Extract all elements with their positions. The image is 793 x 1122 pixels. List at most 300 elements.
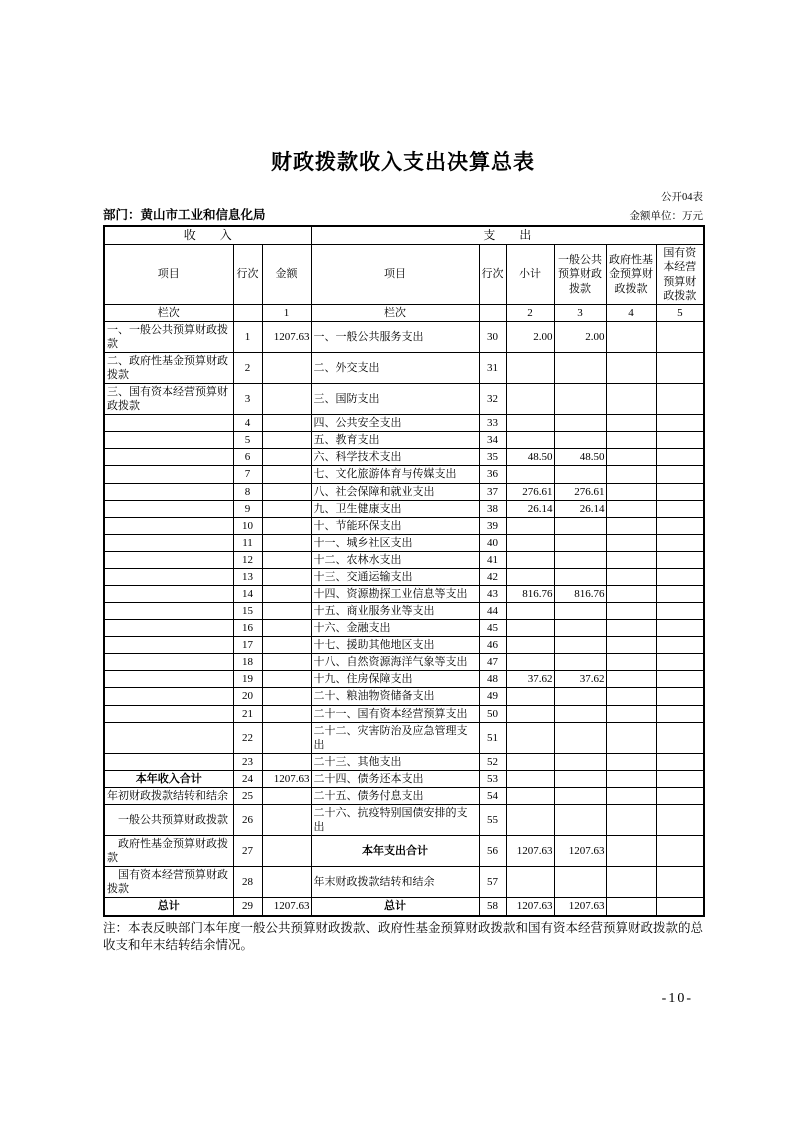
expense-subtotal-cell: 276.61 [506,483,554,500]
empty-cell [656,483,704,500]
income-line-no-cell: 22 [233,722,262,753]
expense-item-cell: 二十六、抗疫特别国债安排的支出 [311,805,479,836]
expense-line-no-cell: 40 [479,534,506,551]
empty-cell [606,466,656,483]
expense-item-cell: 年末财政拨款结转和结余 [311,867,479,898]
empty-cell [506,551,554,568]
income-line-no-cell: 25 [233,787,262,804]
empty-cell [506,466,554,483]
income-line-no-cell: 26 [233,805,262,836]
empty-cell [554,867,606,898]
fiscal-summary-table [103,225,705,917]
expense-line-no-cell: 38 [479,500,506,517]
empty-cell [262,432,311,449]
income-line-no-cell: 13 [233,568,262,585]
expense-line-no-cell: 51 [479,722,506,753]
empty-cell [554,620,606,637]
income-line-no-cell: 19 [233,671,262,688]
empty-cell [656,321,704,352]
empty-cell [606,586,656,603]
expense-item-cell: 五、教育支出 [311,432,479,449]
col-header-expense-item: 项目 [311,245,479,304]
col-header-state-capital-budget: 国有资本经营预算财政拨款 [656,245,704,304]
expense-item-cell: 总计 [311,898,479,916]
empty-cell [656,517,704,534]
general-public-budget-cell: 48.50 [554,449,606,466]
expense-item-cell: 十四、资源勘探工业信息等支出 [311,586,479,603]
expense-line-no-cell: 47 [479,654,506,671]
expense-line-no-cell: 43 [479,586,506,603]
empty-cell [554,805,606,836]
expense-subtotal-cell: 48.50 [506,449,554,466]
empty-cell [262,867,311,898]
empty-cell [104,568,233,585]
empty-cell [656,654,704,671]
table-row [104,534,704,551]
expense-line-no-cell: 57 [479,867,506,898]
empty-cell [104,483,233,500]
empty-cell [606,483,656,500]
empty-cell [606,836,656,867]
empty-cell [554,787,606,804]
expense-item-cell: 十九、住房保障支出 [311,671,479,688]
expense-line-no-cell: 39 [479,517,506,534]
expense-item-cell: 一、一般公共服务支出 [311,321,479,352]
page-title: 财政拨款收入支出决算总表 [271,151,535,174]
empty-cell [262,603,311,620]
empty-cell [656,568,704,585]
empty-cell [554,384,606,415]
income-section-header: 收 入 [104,226,311,245]
empty-cell [606,432,656,449]
empty-cell [656,836,704,867]
expense-subtotal-cell: 1207.63 [506,898,554,916]
col-header-expense-line-no: 行次 [479,245,506,304]
empty-cell [506,352,554,383]
empty-cell [656,867,704,898]
empty-cell [104,551,233,568]
empty-cell [554,568,606,585]
empty-cell [506,603,554,620]
empty-cell [656,753,704,770]
empty-cell [656,603,704,620]
column-index-3: 3 [554,304,606,321]
empty-cell [262,568,311,585]
table-row [104,836,704,867]
table-row [104,753,704,770]
income-line-no-cell: 29 [233,898,262,916]
empty-cell [262,352,311,383]
empty-cell [104,637,233,654]
income-amount-cell: 1207.63 [262,321,311,352]
expense-line-no-cell: 37 [479,483,506,500]
col-header-subtotal: 小计 [506,245,554,304]
empty-cell [656,432,704,449]
empty-cell [554,432,606,449]
empty-cell [262,637,311,654]
empty-cell [606,867,656,898]
empty-cell [606,620,656,637]
col-header-gov-fund-budget: 政府性基金预算财政拨款 [606,245,656,304]
empty-cell [656,637,704,654]
empty-cell [262,753,311,770]
empty-cell [506,722,554,753]
general-public-budget-cell: 1207.63 [554,836,606,867]
empty-cell [104,415,233,432]
empty-cell [506,705,554,722]
column-index-row [104,304,704,321]
expense-item-cell: 三、国防支出 [311,384,479,415]
empty-cell [606,753,656,770]
empty-cell [506,637,554,654]
empty-cell [104,603,233,620]
empty-cell [656,352,704,383]
income-item-cell: 年初财政拨款结转和结余 [104,787,233,804]
empty-cell [554,654,606,671]
empty-cell [104,432,233,449]
expense-line-no-cell: 54 [479,787,506,804]
income-line-no-cell: 12 [233,551,262,568]
empty-cell [262,654,311,671]
empty-cell [104,671,233,688]
general-public-budget-cell: 2.00 [554,321,606,352]
expense-item-cell: 十七、援助其他地区支出 [311,637,479,654]
income-line-no-cell: 11 [233,534,262,551]
empty-cell [262,722,311,753]
empty-cell [262,415,311,432]
col-header-income-item: 项目 [104,245,233,304]
table-row [104,620,704,637]
empty-cell [506,415,554,432]
empty-cell [262,517,311,534]
table-row [104,483,704,500]
empty-cell [104,586,233,603]
empty-cell [262,449,311,466]
income-line-no-cell: 7 [233,466,262,483]
footnote: 注：本表反映部门本年度一般公共预算财政拨款、政府性基金预算财政拨款和国有资本经营预算财政拨款的总收支和年末结转结余情况。 [103,920,704,953]
expense-line-no-cell: 36 [479,466,506,483]
empty-cell [104,753,233,770]
table-row [104,654,704,671]
empty-cell [506,517,554,534]
expense-item-cell: 十五、商业服务业等支出 [311,603,479,620]
expense-item-cell: 九、卫生健康支出 [311,500,479,517]
table-row [104,384,704,415]
expense-subtotal-cell: 37.62 [506,671,554,688]
expense-line-no-cell: 41 [479,551,506,568]
income-line-no-cell: 15 [233,603,262,620]
empty-cell [506,432,554,449]
income-amount-cell: 1207.63 [262,898,311,916]
section-header-row [104,226,704,245]
empty-cell [606,603,656,620]
expense-line-no-cell: 42 [479,568,506,585]
income-line-no-cell: 16 [233,620,262,637]
empty-cell [262,787,311,804]
column-index-4: 4 [606,304,656,321]
table-row [104,770,704,787]
expense-item-cell: 十、节能环保支出 [311,517,479,534]
empty-cell [606,551,656,568]
empty-cell [506,770,554,787]
empty-cell [656,449,704,466]
empty-cell [656,787,704,804]
expense-item-cell: 四、公共安全支出 [311,415,479,432]
general-public-budget-cell: 276.61 [554,483,606,500]
table-row [104,805,704,836]
income-line-no-cell: 27 [233,836,262,867]
expense-line-no-cell: 45 [479,620,506,637]
empty-cell [233,304,262,321]
empty-cell [606,770,656,787]
empty-cell [554,415,606,432]
income-line-no-cell: 1 [233,321,262,352]
income-amount-cell: 1207.63 [262,770,311,787]
income-item-cell: 本年收入合计 [104,770,233,787]
table-row [104,603,704,620]
empty-cell [262,805,311,836]
expense-subtotal-cell: 26.14 [506,500,554,517]
empty-cell [656,898,704,916]
empty-cell [554,517,606,534]
empty-cell [262,483,311,500]
empty-cell [606,352,656,383]
empty-cell [656,534,704,551]
expense-item-cell: 二十三、其他支出 [311,753,479,770]
expense-item-cell: 二十、粮油物资储备支出 [311,688,479,705]
income-line-no-cell: 28 [233,867,262,898]
empty-cell [506,867,554,898]
expense-line-no-cell: 34 [479,432,506,449]
empty-cell [656,805,704,836]
expense-item-cell: 本年支出合计 [311,836,479,867]
expense-section-header: 支 出 [311,226,704,245]
empty-cell [656,415,704,432]
empty-cell [554,637,606,654]
empty-cell [104,654,233,671]
table-row [104,867,704,898]
empty-cell [606,637,656,654]
expense-subtotal-cell: 2.00 [506,321,554,352]
empty-cell [506,384,554,415]
income-line-no-cell: 6 [233,449,262,466]
table-row [104,466,704,483]
expense-line-no-cell: 52 [479,753,506,770]
empty-cell [104,517,233,534]
empty-cell [656,586,704,603]
empty-cell [479,304,506,321]
income-line-no-cell: 8 [233,483,262,500]
expense-line-no-cell: 58 [479,898,506,916]
document-page [103,0,703,955]
income-line-no-cell: 5 [233,432,262,449]
col-header-income-line-no: 行次 [233,245,262,304]
income-line-no-cell: 18 [233,654,262,671]
table-row [104,671,704,688]
table-row [104,688,704,705]
empty-cell [656,671,704,688]
empty-cell [606,321,656,352]
empty-cell [554,551,606,568]
col-header-income-amount: 金额 [262,245,311,304]
empty-cell [262,586,311,603]
expense-item-cell: 十三、交通运输支出 [311,568,479,585]
table-row [104,637,704,654]
empty-cell [554,753,606,770]
table-row [104,432,704,449]
empty-cell [506,620,554,637]
expense-item-cell: 六、科学技术支出 [311,449,479,466]
table-row [104,517,704,534]
table-row [104,586,704,603]
column-index-1: 1 [262,304,311,321]
empty-cell [656,688,704,705]
empty-cell [656,722,704,753]
expense-item-cell: 二十四、债务还本支出 [311,770,479,787]
empty-cell [554,705,606,722]
expense-line-no-cell: 46 [479,637,506,654]
expense-line-no-cell: 56 [479,836,506,867]
general-public-budget-cell: 1207.63 [554,898,606,916]
expense-line-no-cell: 31 [479,352,506,383]
table-row [104,787,704,804]
empty-cell [506,568,554,585]
expense-line-no-cell: 50 [479,705,506,722]
empty-cell [506,787,554,804]
table-row [104,705,704,722]
expense-line-no-cell: 55 [479,805,506,836]
expense-item-cell: 二十二、灾害防治及应急管理支出 [311,722,479,753]
empty-cell [104,688,233,705]
column-index-label: 栏次 [311,304,479,321]
empty-cell [656,466,704,483]
empty-cell [506,534,554,551]
income-line-no-cell: 10 [233,517,262,534]
empty-cell [262,620,311,637]
table-row [104,898,704,916]
empty-cell [606,415,656,432]
income-item-cell: 总计 [104,898,233,916]
empty-cell [554,770,606,787]
column-index-label: 栏次 [104,304,233,321]
empty-cell [554,688,606,705]
empty-cell [104,466,233,483]
empty-cell [104,705,233,722]
table-row [104,449,704,466]
table-row [104,722,704,753]
expense-line-no-cell: 44 [479,603,506,620]
expense-line-no-cell: 30 [479,321,506,352]
empty-cell [506,688,554,705]
expense-line-no-cell: 48 [479,671,506,688]
table-body [104,321,704,915]
table-row [104,500,704,517]
empty-cell [262,384,311,415]
empty-cell [262,688,311,705]
income-line-no-cell: 9 [233,500,262,517]
empty-cell [262,705,311,722]
income-line-no-cell: 21 [233,705,262,722]
table-row [104,352,704,383]
empty-cell [104,534,233,551]
empty-cell [262,551,311,568]
page-number: -10- [661,991,693,1006]
empty-cell [506,654,554,671]
empty-cell [606,805,656,836]
empty-cell [606,568,656,585]
income-line-no-cell: 3 [233,384,262,415]
general-public-budget-cell: 816.76 [554,586,606,603]
income-line-no-cell: 23 [233,753,262,770]
empty-cell [506,805,554,836]
income-line-no-cell: 4 [233,415,262,432]
empty-cell [262,671,311,688]
expense-item-cell: 十六、金融支出 [311,620,479,637]
empty-cell [554,534,606,551]
table-code-label: 公开04表 [661,192,703,203]
empty-cell [656,770,704,787]
empty-cell [606,898,656,916]
expense-line-no-cell: 35 [479,449,506,466]
income-item-cell: 一、一般公共预算财政拨款 [104,321,233,352]
empty-cell [262,534,311,551]
empty-cell [606,705,656,722]
empty-cell [262,500,311,517]
table-row [104,321,704,352]
column-header-row [104,245,704,304]
table-row [104,568,704,585]
expense-item-cell: 十八、自然资源海洋气象等支出 [311,654,479,671]
income-line-no-cell: 2 [233,352,262,383]
expense-item-cell: 十一、城乡社区支出 [311,534,479,551]
empty-cell [606,517,656,534]
empty-cell [656,500,704,517]
empty-cell [554,722,606,753]
expense-subtotal-cell: 816.76 [506,586,554,603]
empty-cell [656,384,704,415]
expense-item-cell: 十二、农林水支出 [311,551,479,568]
expense-subtotal-cell: 1207.63 [506,836,554,867]
empty-cell [104,500,233,517]
expense-line-no-cell: 32 [479,384,506,415]
meta-row [103,205,703,223]
table-row [104,551,704,568]
empty-cell [554,603,606,620]
empty-cell [606,534,656,551]
empty-cell [606,500,656,517]
expense-line-no-cell: 53 [479,770,506,787]
empty-cell [656,705,704,722]
expense-item-cell: 七、文化旅游体育与传媒支出 [311,466,479,483]
empty-cell [104,722,233,753]
table-row [104,415,704,432]
general-public-budget-cell: 26.14 [554,500,606,517]
empty-cell [262,836,311,867]
expense-item-cell: 八、社会保障和就业支出 [311,483,479,500]
col-header-general-public-budget: 一般公共预算财政拨款 [554,245,606,304]
income-item-cell: 国有资本经营预算财政拨款 [104,867,233,898]
income-item-cell: 二、政府性基金预算财政拨款 [104,352,233,383]
empty-cell [606,722,656,753]
department-label: 部门：黄山市工业和信息化局 [103,208,266,222]
empty-cell [606,787,656,804]
income-item-cell: 政府性基金预算财政拨款 [104,836,233,867]
empty-cell [104,449,233,466]
empty-cell [656,551,704,568]
general-public-budget-cell: 37.62 [554,671,606,688]
column-index-2: 2 [506,304,554,321]
column-index-5: 5 [656,304,704,321]
